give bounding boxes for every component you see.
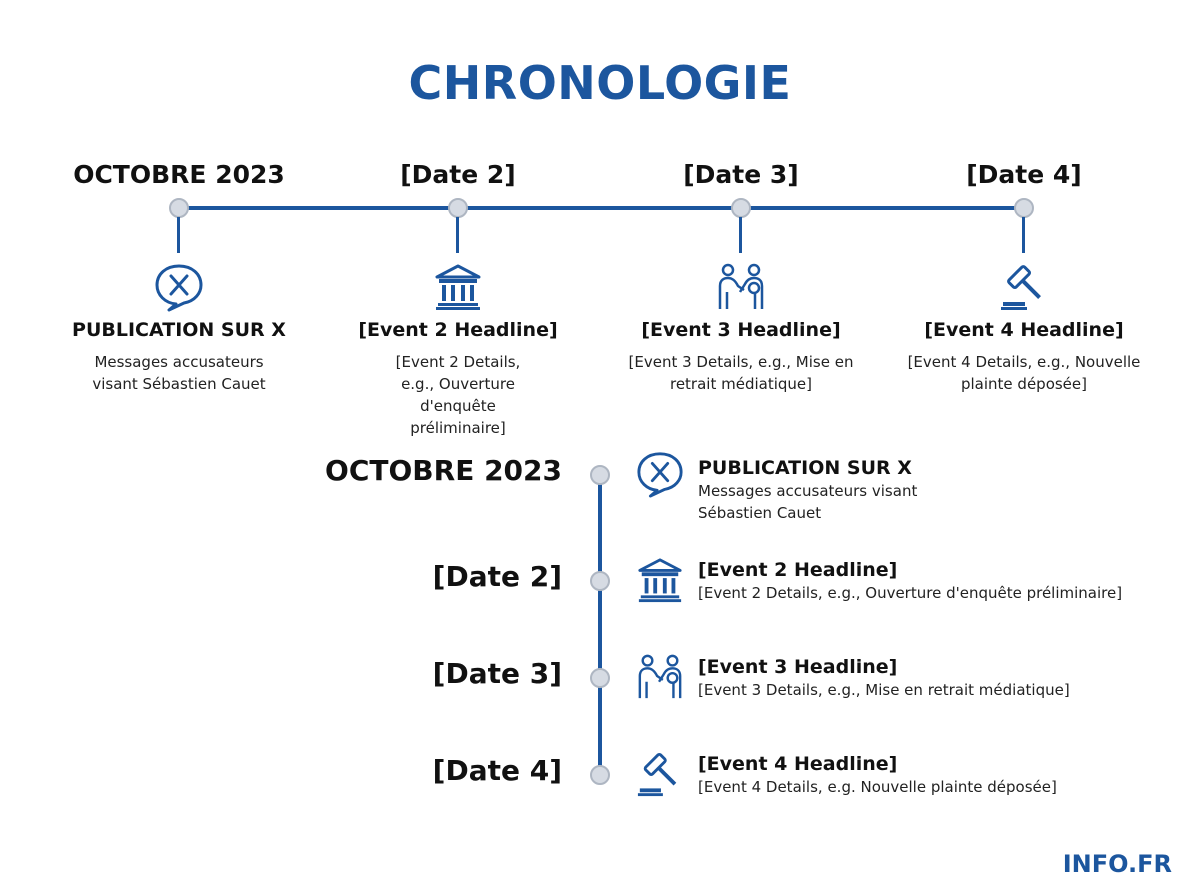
x-speech-bubble-icon xyxy=(636,450,684,498)
v-event-text xyxy=(698,655,1178,701)
v-event-headline: [Event 4 Headline] xyxy=(698,753,898,775)
timeline-stem xyxy=(739,217,742,253)
h-event-date: [Date 4] xyxy=(966,160,1082,189)
timeline-node xyxy=(169,198,189,218)
timeline-node xyxy=(590,668,610,688)
x-speech-bubble-icon xyxy=(154,262,204,312)
handshake-people-icon xyxy=(636,653,684,701)
h-event-headline: [Event 2 Headline] xyxy=(358,319,558,341)
timeline-stem xyxy=(1022,217,1025,253)
handshake-people-icon xyxy=(716,262,766,312)
timeline-node xyxy=(731,198,751,218)
v-event-text xyxy=(698,558,1178,604)
v-event-details: [Event 4 Details, e.g. Nouvelle plainte déposée] xyxy=(698,778,1057,796)
page-title: CHRONOLOGIE xyxy=(408,56,792,110)
v-event-headline: PUBLICATION SUR X xyxy=(698,457,912,479)
h-event-date: OCTOBRE 2023 xyxy=(73,160,285,189)
v-event-details: Messages accusateurs visant Sébastien Cauet xyxy=(698,482,918,522)
h-event-date: [Date 3] xyxy=(683,160,799,189)
h-event-headline: [Event 4 Headline] xyxy=(924,319,1124,341)
v-event-text xyxy=(698,456,1178,524)
h-event-headline: [Event 3 Headline] xyxy=(641,319,841,341)
gavel-icon xyxy=(999,262,1049,312)
v-event-details: [Event 3 Details, e.g., Mise en retrait médiatique] xyxy=(698,681,1070,699)
v-event-text xyxy=(698,752,1178,798)
gavel-icon xyxy=(636,750,684,798)
timeline-node xyxy=(590,571,610,591)
horizontal-timeline-line xyxy=(179,206,1024,210)
h-event-details: [Event 2 Details, e.g., Ouverture d'enquête préliminaire] xyxy=(395,353,521,437)
h-event-date: [Date 2] xyxy=(400,160,516,189)
v-event-date: OCTOBRE 2023 xyxy=(325,454,562,487)
courthouse-icon xyxy=(433,262,483,312)
timeline-node xyxy=(448,198,468,218)
h-event-details: Messages accusateurs visant Sébastien Cauet xyxy=(92,353,266,393)
timeline-node xyxy=(590,765,610,785)
timeline-stem xyxy=(177,217,180,253)
courthouse-icon xyxy=(636,556,684,604)
brand-logo: INFO.FR xyxy=(1062,850,1172,878)
vertical-timeline-line xyxy=(598,474,602,774)
h-event-details: [Event 3 Details, e.g., Mise en retrait médiatique] xyxy=(628,353,854,393)
v-event-headline: [Event 2 Headline] xyxy=(698,559,898,581)
v-event-headline: [Event 3 Headline] xyxy=(698,656,898,678)
v-event-date: [Date 4] xyxy=(432,754,562,787)
v-event-details: [Event 2 Details, e.g., Ouverture d'enquête préliminaire] xyxy=(698,584,1123,602)
timeline-node xyxy=(590,465,610,485)
h-event-details: [Event 4 Details, e.g., Nouvelle plainte déposée] xyxy=(907,353,1141,393)
v-event-date: [Date 3] xyxy=(432,657,562,690)
h-event-headline: PUBLICATION SUR X xyxy=(72,319,286,341)
timeline-node xyxy=(1014,198,1034,218)
timeline-stem xyxy=(456,217,459,253)
v-event-date: [Date 2] xyxy=(432,560,562,593)
